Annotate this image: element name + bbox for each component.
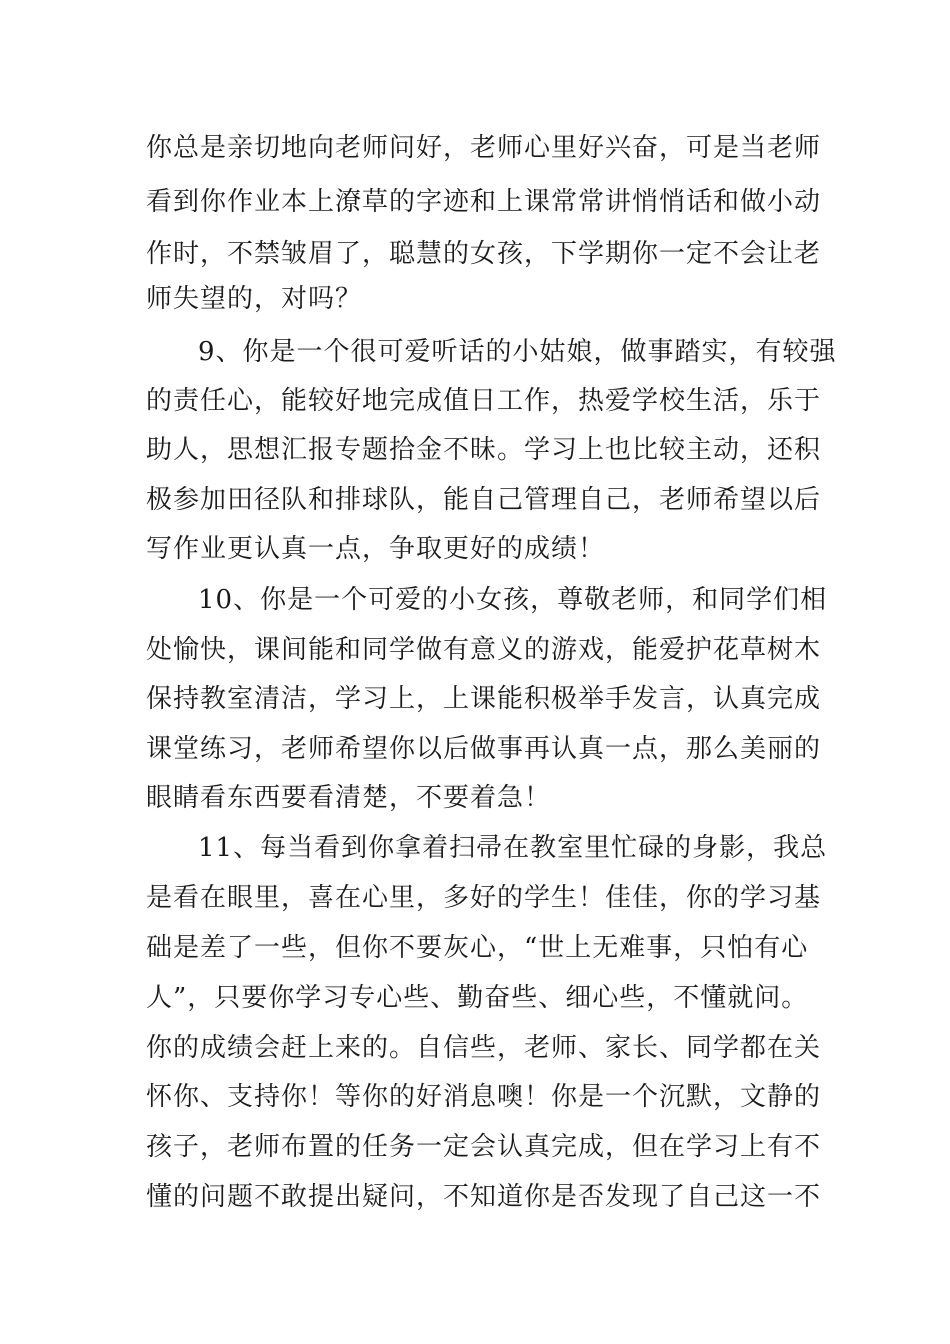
text-line: 怀你、支持你！等你的好消息噢！你是一个沉默，文静的 — [146, 1082, 822, 1112]
text-line: 师失望的，对吗？ — [146, 284, 363, 314]
text-line: 人”，只要你学习专心些、勤奋些、细心些，不懂就问。 — [146, 983, 809, 1013]
paragraph-start-line: 11、每当看到你拿着扫帚在教室里忙碌的身影，我总 — [198, 833, 828, 863]
text-line: 是看在眼里，喜在心里，多好的学生！佳佳，你的学习基 — [146, 883, 822, 913]
text-line: 处愉快，课间能和同学做有意义的游戏，能爱护花草树木 — [146, 635, 822, 665]
text-line: 极参加田径队和排球队，能自己管理自己，老师希望以后 — [146, 485, 822, 515]
text-line: 孩子，老师布置的任务一定会认真完成，但在学习上有不 — [146, 1132, 822, 1162]
text-line: 眼睛看东西要看清楚，不要着急！ — [146, 783, 552, 813]
text-line: 你的成绩会赶上来的。自信些，老师、家长、同学都在关 — [146, 1033, 822, 1063]
text-line: 保持教室清洁，学习上，上课能积极举手发言，认真完成 — [146, 684, 822, 714]
paragraph-start-line: 9、你是一个很可爱听话的小姑娘，做事踏实，有较强 — [198, 337, 837, 367]
text-line: 看到你作业本上潦草的字迹和上课常常讲悄悄话和做小动 — [146, 187, 822, 217]
text-line: 作时，不禁皱眉了，聪慧的女孩，下学期你一定不会让老 — [146, 239, 822, 269]
text-line: 础是差了一些，但你不要灰心，“世上无难事，只怕有心 — [146, 933, 809, 963]
paragraph-start-line: 10、你是一个可爱的小女孩，尊敬老师，和同学们相 — [198, 585, 828, 615]
text-line: 你总是亲切地向老师问好，老师心里好兴奋，可是当老师 — [146, 133, 822, 163]
text-line: 的责任心，能较好地完成值日工作，热爱学校生活，乐于 — [146, 386, 822, 416]
text-line: 懂的问题不敢提出疑问，不知道你是否发现了自己这一不 — [146, 1182, 822, 1212]
text-line: 助人，思想汇报专题拾金不昧。学习上也比较主动，还积 — [146, 435, 822, 465]
text-line: 写作业更认真一点，争取更好的成绩！ — [146, 534, 606, 564]
text-line: 课堂练习，老师希望你以后做事再认真一点，那么美丽的 — [146, 734, 822, 764]
